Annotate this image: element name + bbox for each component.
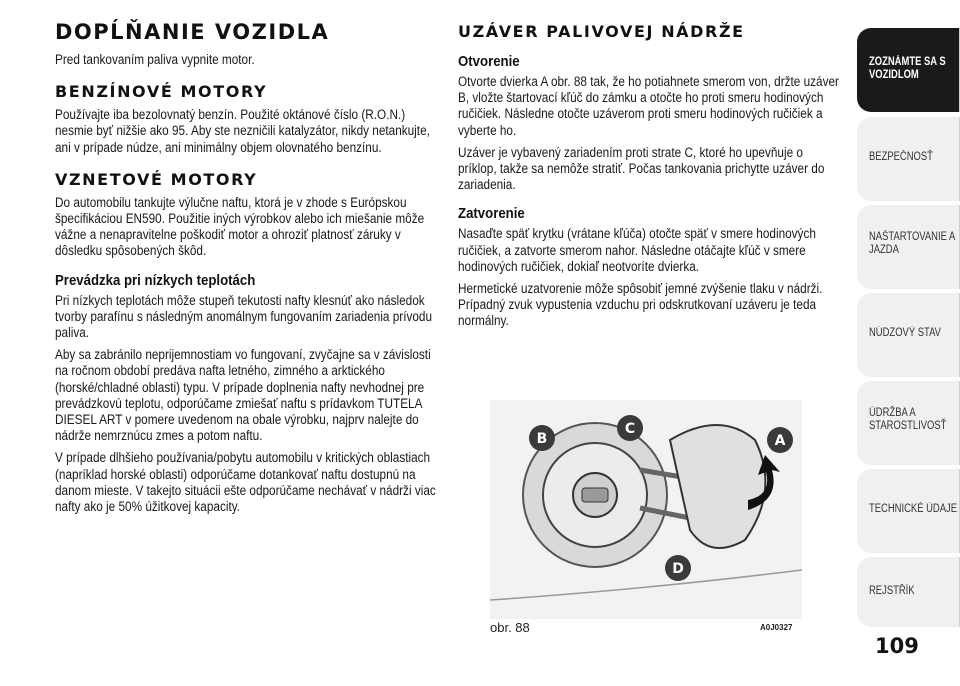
tab-emergency[interactable]	[857, 293, 960, 377]
tab-label: TECHNICKÉ ÚDAJE	[869, 503, 958, 515]
petrol-engines-text: Používajte iba bezolovnatý benzín. Použité oktánové číslo (R.O.N.) nesmie byť nižšie ako 95. Aby ste nezničili katalyzátor, nikdy netankujte, ani v prípade núdze, ani minimálny objem olovnatého benzínu.	[55, 107, 430, 156]
tab-label: REJSTŘÍK	[869, 585, 915, 597]
low-temp-paragraph-3: V prípade dlhšieho používania/pobytu automobilu v kritických oblastiach (napríklad horské oblasti) odporúčame dotankovať naftu dostupnú na danom mieste. V takejto situácii ešte odporúčame nechávať v nádrži viac nafty ako je 50% úžitkovej kapacity.	[55, 450, 436, 516]
svg-text:D: D	[672, 561, 684, 577]
tab-label: ÚDRŽBA A STAROSTLIVOSŤ	[869, 407, 947, 432]
low-temp-paragraph-1: Pri nízkych teplotách môže stupeň tekutosti nafty klesnúť ako následok tvorby parafínu s následným anomálnym fungovaním zariadenia prívodu paliva.	[55, 292, 433, 342]
closing-heading: Zatvorenie	[458, 205, 525, 223]
tab-safety[interactable]	[857, 117, 960, 201]
diesel-engines-text: Do automobilu tankujte výlučne naftu, ktorá je v zhode s Európskou špecifikáciou EN590. Použitie iných výrobkov alebo ich miešanie môže vážne a nenapravitelne poškodiť motor a ohroziť platnosť záruky v dôsledku spôsobených škôd.	[55, 194, 425, 260]
petrol-engines-heading: BENZÍNOVÉ MOTORY	[55, 82, 268, 102]
fuel-cap-heading: UZÁVER PALIVOVEJ NÁDRŽE	[458, 22, 745, 41]
low-temp-heading: Prevádzka pri nízkych teplotách	[55, 271, 256, 289]
figure-caption: obr. 88	[490, 620, 530, 635]
tab-get-to-know-vehicle[interactable]	[857, 28, 960, 112]
page-number: 109	[875, 634, 919, 658]
page-title: DOPĹŇANIE VOZIDLA	[55, 20, 330, 44]
chapter-tabs	[857, 0, 960, 686]
opening-paragraph-2: Uzáver je vybavený zariadením proti strate C, ktoré ho upevňuje o príklop, takže sa nemôže stratiť. Počas tankovania prichytte uzáver do zariadenia.	[458, 144, 825, 194]
tab-label: ZOZNÁMTE SA S VOZIDLOM	[869, 56, 946, 81]
tab-index[interactable]	[857, 557, 960, 627]
svg-text:C: C	[624, 421, 636, 437]
figure-code: A0J0327	[760, 623, 793, 632]
closing-paragraph-1: Nasaďte späť krytku (vrátane kľúča) otočte späť v smere hodinových ručičiek, a zatvorte smerom nahor. Následne otáčajte kľúč v smere hodinových ručičiek, dokiaľ neotvoríte dvierka.	[458, 226, 816, 275]
intro-text: Pred tankovaním paliva vypnite motor.	[55, 52, 255, 68]
marker-a	[767, 427, 793, 453]
opening-paragraph-1: Otvorte dvierka A obr. 88 tak, že ho potiahnete smerom von, držte uzáver B, vložte štartovací kľúč do zámku a otočte ho proti smeru hodinových ručičiek. Následne otočte uzáverom proti smeru hodinových ručičiek a vyberte ho.	[458, 74, 839, 139]
tab-label: NÚDZOVÝ STAV	[869, 327, 941, 339]
tab-starting-driving[interactable]	[857, 205, 960, 289]
closing-paragraph-2: Hermetické uzatvorenie môže spôsobiť jemné zvýšenie tlaku v nádrži. Prípadný zvuk vypustenia vzduchu pri odskrutkovaní uzáveru je teda normálny.	[458, 281, 823, 330]
svg-text:A: A	[774, 433, 786, 449]
fuel-cap-figure	[490, 400, 802, 619]
marker-b	[529, 425, 555, 451]
tab-label: NAŠTARTOVANIE A JAZDA	[869, 231, 955, 256]
fuel-cap-illustration	[490, 400, 802, 619]
opening-heading: Otvorenie	[458, 53, 520, 70]
svg-text:B: B	[536, 431, 548, 447]
diesel-engines-heading: VZNETOVÉ MOTORY	[55, 169, 258, 189]
left-column	[55, 20, 440, 521]
right-column	[458, 20, 843, 336]
low-temp-paragraph-2: Aby sa zabránilo neprijemnostiam vo fungovaní, zvyčajne sa v závislosti na ročnom období predáva nafta letného, zimného a arktického (horské/chladné oblasti) typu. V prípade doplnenia nafty nevhodnej pre prevádzkovú teplotu, odporúčame zmiešať naftu s prídavkom TUTELA DIESEL ART v pomere uvedenom na obale výrobku, najprv nalejte do nádrže nemrznúcu zmes a potom naftu.	[55, 347, 431, 445]
tab-technical-data[interactable]	[857, 469, 960, 553]
tab-label: BEZPEČNOSŤ	[869, 151, 933, 163]
tab-maintenance[interactable]	[857, 381, 960, 465]
marker-d	[665, 555, 691, 581]
marker-c	[617, 415, 643, 441]
